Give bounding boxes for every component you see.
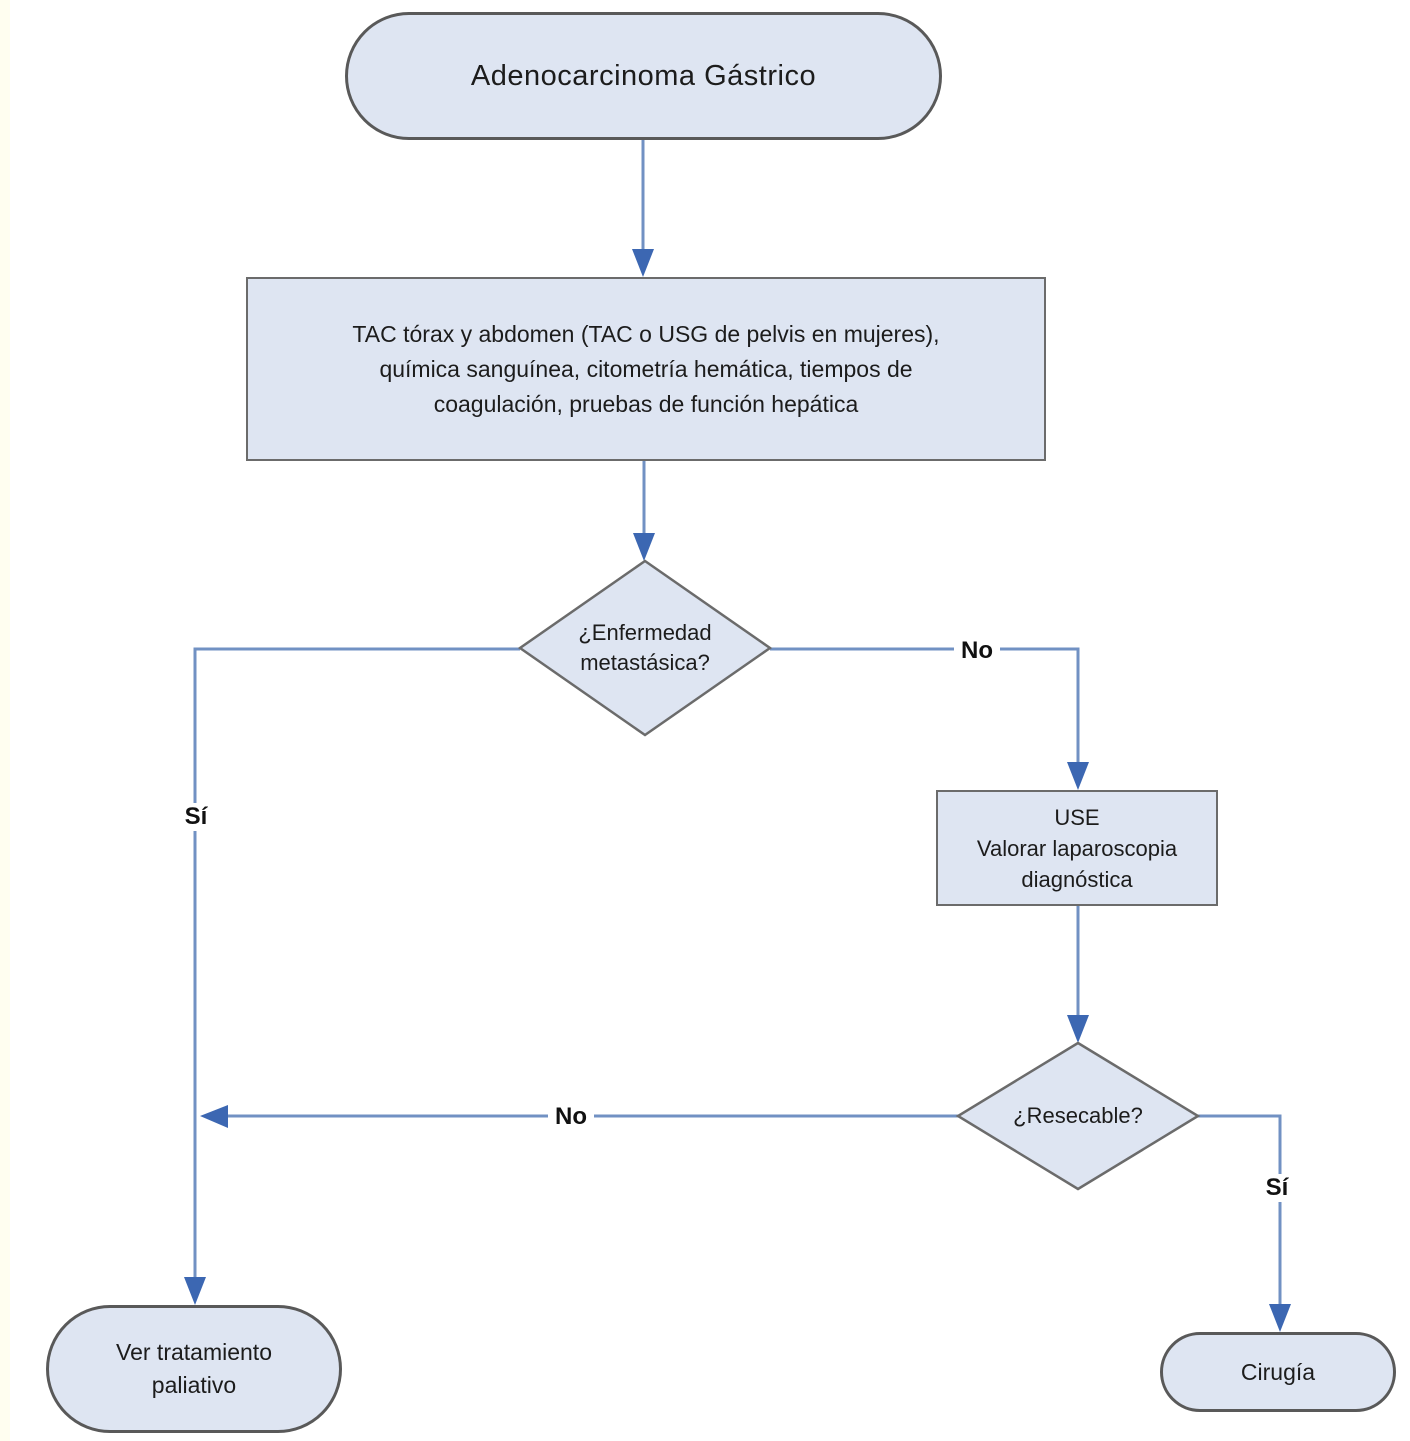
use-line-2: Valorar laparoscopia — [976, 835, 1178, 861]
decision-metastatic-label — [520, 618, 770, 678]
edge-label-metastatic-yes: Sí — [178, 803, 215, 831]
arrowhead-resectable-no-icon — [200, 1105, 228, 1128]
use-process-box — [936, 790, 1218, 906]
arrowhead-metastatic-no-to-use-icon — [1067, 762, 1089, 790]
arrowhead-workup-to-metastatic-icon — [633, 533, 655, 561]
palliative-line-1: Ver tratamiento — [116, 1339, 272, 1365]
arrowhead-resectable-yes-to-surgery-icon — [1269, 1304, 1291, 1332]
surgery-node — [1160, 1332, 1396, 1412]
decision-resectable-text: ¿Resecable? — [1013, 1103, 1143, 1128]
edge-metastatic-no-to-use — [770, 649, 1078, 766]
decision-resectable-label — [958, 1101, 1198, 1131]
workup-line-3: coagulación, pruebas de función hepática — [433, 390, 859, 417]
workup-line-2: química sanguínea, citometría hemática, tiempos de — [379, 355, 913, 382]
workup-line-1: TAC tórax y abdomen (TAC o USG de pelvis en mujeres), — [352, 320, 940, 347]
arrowhead-metastatic-yes-to-palliative-icon — [184, 1277, 206, 1305]
palliative-line-2: paliativo — [151, 1372, 237, 1398]
surgery-node-label: Cirugía — [1240, 1358, 1316, 1385]
use-line-3: diagnóstica — [1021, 866, 1133, 892]
start-node-label: Adenocarcinoma Gástrico — [470, 59, 817, 92]
palliative-node — [46, 1305, 342, 1433]
start-node-adenocarcinoma — [345, 12, 942, 140]
edge-label-metastatic-no: No — [954, 637, 1000, 665]
decision-metastatic-line-1: ¿Enfermedad — [578, 620, 712, 645]
arrowhead-start-to-workup-icon — [632, 249, 654, 277]
decision-metastatic-line-2: metastásica? — [580, 650, 710, 675]
workup-process-box — [246, 277, 1046, 461]
use-line-1: USE — [1054, 804, 1100, 830]
edge-label-resectable-no: No — [548, 1103, 594, 1131]
arrowhead-use-to-resectable-icon — [1067, 1015, 1089, 1043]
edge-metastatic-yes-to-palliative — [195, 649, 520, 1280]
edge-label-resectable-yes: Sí — [1259, 1174, 1296, 1202]
edge-resectable-yes-to-surgery — [1198, 1116, 1280, 1307]
